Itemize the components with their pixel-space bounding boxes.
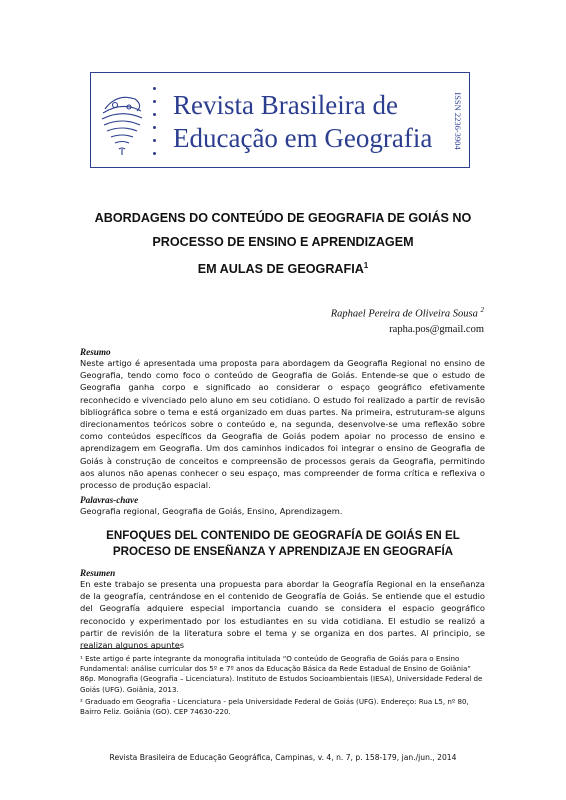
author-footnote-mark: 2 — [480, 306, 484, 314]
author-name-line — [331, 303, 484, 322]
decorative-dots — [153, 87, 157, 157]
author-email[interactable]: rapha.pos@gmail.com — [389, 323, 484, 335]
spanish-title-line-2: PROCESO DE ENSEÑANZA Y APRENDIZAJE EN GEOGRAFÍA — [112, 545, 454, 558]
title-footnote-mark: 1 — [363, 261, 369, 270]
spanish-title — [60, 528, 506, 560]
palavras-chave-text: Geografia regional, Geografia de Goiás, Ensino, Aprendizagem. — [80, 506, 343, 516]
page-footer: Revista Brasileira de Educação Geográfica, Campinas, v. 4, n. 7, p. 158-179, jan./jun., 2014 — [109, 753, 457, 762]
resumen-label: Resumen — [80, 568, 116, 578]
title-line-3: EM AULAS DE GEOGRAFIA$^1$ — [197, 261, 369, 277]
issn-label: ISSN 2236-3904 — [453, 92, 463, 150]
article-title — [60, 206, 506, 281]
globe-spiral-logo-icon — [97, 83, 147, 157]
title-line-2: PROCESSO DE ENSINO E APRENDIZAGEM — [152, 235, 414, 249]
footnote-2: ² Graduado em Geografia - Licenciatura - pela Universidade Federal de Goiás (UFG). Endereço: Rua L5, nº 80, Bairro Feliz. Goiânia (GO). CEP 74630-220. — [80, 697, 469, 717]
author-name: Raphael Pereira de Oliveira Sousa — [330, 308, 478, 320]
resumo-label: Resumo — [80, 347, 111, 357]
resumen-text: En este trabajo se presenta una propuesta para abordar la Geografía Regional en la enseñanza de la geografía, centrándose en el contenido de Geografía de Goiás. Se entiende que el estudio del Geografía adquiere especial importancia cuando se considera el espacio geográfico reconocido y experimentado por los estudiantes en su vida cotidiana. El estudio se realizó a partir de revisión de la literatura sobre el tema y se organiza en dos partes. Al principio, se realizan algunos apuntes — [80, 579, 485, 651]
journal-header-banner — [90, 72, 470, 168]
palavras-chave-label: Palavras-chave — [80, 495, 139, 505]
footnote-divider — [80, 648, 180, 649]
journal-title: Revista Brasileira de Educação em Geografia — [173, 90, 433, 153]
footnote-1: ¹ Este artigo é parte integrante da monografia intitulada “O conteúdo de Geografia de Goiás para o Ensino Fundamental: análise curricular dos 5º e 7º anos da Educação Básica da Rede Estadual de Ensino de Goiânia” 86p. Monografia (Geografia – Licenciatura). Instituto de Estudos Socioambientais (IESA), Universidade Federal de Goiás (UFG). Goiânia, 2013. — [80, 654, 483, 694]
spanish-title-line-1: ENFOQUES DEL CONTENIDO DE GEOGRAFÍA DE GOIÁS EN EL — [106, 529, 460, 542]
resumo-text: Neste artigo é apresentada uma proposta para abordagem da Geografia Regional no ensino de Geografia, tendo como foco o conteúdo de Geografia de Goiás. Entende-se que o estudo de Geografia ganha corpo e significado ao considerar o espaço geográfico efetivamente reconhecido e vivenciado pelo aluno em seu cotidiano. O estudo foi realizado a partir de revisão bibliográfica sobre o tema e está organizado em duas partes. Na primeira, estruturam-se alguns direcionamentos teóricos sobre o conteúdo e, na segunda, desenvolve-se uma reflexão sobre como conteúdos específicos da Geografia de Goiás podem apoiar no processo de ensino e aprendizagem em Geografia. Um dos caminhos indicados foi integrar o ensino de Geografia de Goiás à construção de conceitos e compreensão de processos gerais da Geografia, permitindo aos alunos não apenas conhecer o seu espaço, mas compreender de forma crítica e reflexiva o processo de produção espacial. — [80, 358, 485, 491]
author-block — [331, 303, 484, 337]
title-line-1: ABORDAGENS DO CONTEÚDO DE GEOGRAFIA DE GOIÁS NO — [94, 211, 472, 225]
